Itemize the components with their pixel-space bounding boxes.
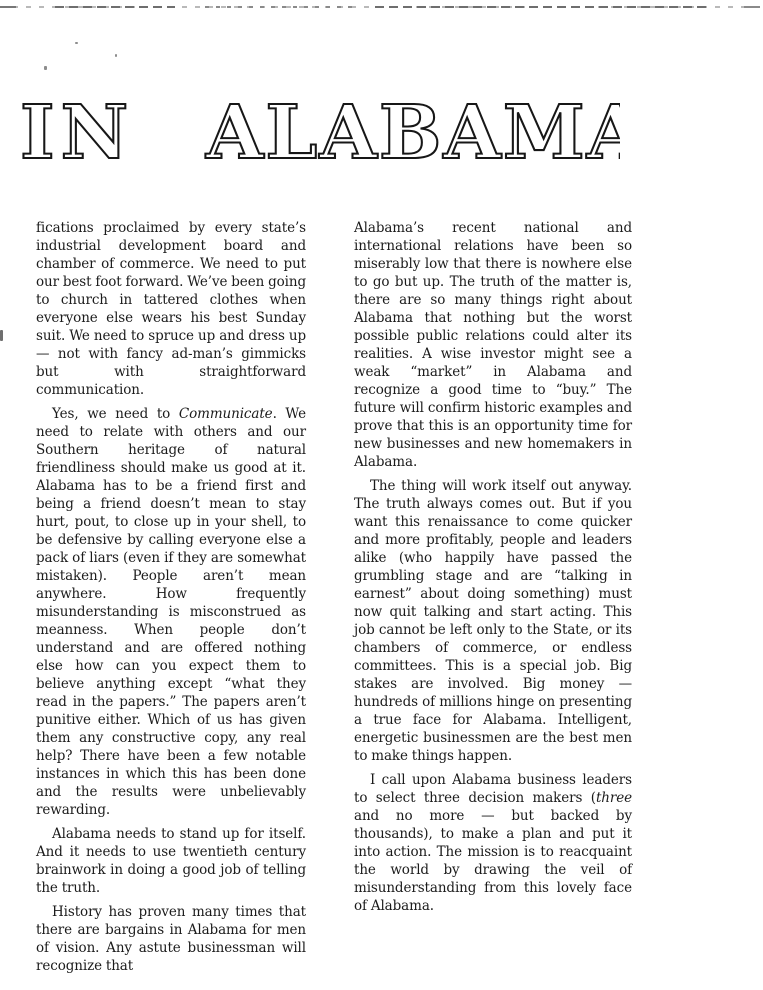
scan-speck xyxy=(75,42,78,44)
italic-text: Communicate xyxy=(178,406,273,422)
body-text: Alabama needs to stand up for itself. And it needs to use twentieth century brainwork in doing a good job of telling the truth. xyxy=(36,826,306,896)
body-text: fications proclaimed by every state’s industrial development board and chamber of commerce. We need to put our best foot forward. We’ve been going to church in tattered clothes when everyone else wears his best Sunday suit. We need to spruce up and dress up — not with fancy ad-man’s gimmicks but with straightforward communication. xyxy=(36,220,306,398)
body-text: . We need to relate with others and our Southern heritage of natural friendliness should make us good at it. Alabama has to be a friend first and being a friend doesn’t mean to stay hurt, pout, to close up in your shell, to be defensive by calling everyone else a pack of liars (even if they are somewhat mistaken). People aren’t mean anywhere. How frequently misunderstanding is misconstrued as meanness. When people don’t understand and are offered nothing else how can you expect them to believe anything except “what they read in the papers.” The papers aren’t punitive either. Which of us has given them any constructive copy, any real help? There have been a few notable instances in which this has been done and the results were unbelievably rewarding. xyxy=(36,406,306,818)
edge-dash-segment xyxy=(744,6,760,8)
headline-outline-lettering xyxy=(20,94,620,176)
body-text: The thing will work itself out anyway. The truth always comes out. But if you want this renaissance to come quicker and more profitably, people and leaders alike (who happily have passed the grumbling stage and are “talking in earnest” about doing something) must now quit talking and start acting. This job cannot be left only to the State, or its chambers of commerce, or endless committees. This is a special job. Big stakes are involved. Big money — hundreds of millions hinge on presenting a true face for Alabama. Intelligent, energetic businessmen are the best men to make things happen. xyxy=(354,478,632,764)
article-body xyxy=(36,219,632,981)
page-title xyxy=(20,94,620,184)
body-text: Alabama’s recent national and international relations have been so miserably low that there is nowhere else to go but up. The truth of the matter is, there are so many things right about Alabama that nothing but the worst possible public relations could alter its realities. A wise investor might see a weak “market” in Alabama and recognize a good time to “buy.” The future will confirm historic examples and prove that this is an opportunity time for new businesses and new homemakers in Alabama. xyxy=(354,220,632,470)
headline-word-in: IN xyxy=(20,94,135,176)
scan-speck xyxy=(44,66,47,70)
body-text: History has proven many times that there are bargains in Alabama for men of vision. Any astute businessman will recognize that xyxy=(36,904,306,974)
body-text: and no more — but backed by thousands), to make a plan and put it into action. The mission is to reacquaint the world by drawing the veil of misunderstanding from this lovely face of Alabama. xyxy=(354,808,632,914)
scan-speck xyxy=(0,330,3,341)
edge-dash-segment xyxy=(55,6,175,8)
page-top-edge-dashes xyxy=(0,6,763,8)
headline-word-alabama: ALABAMA xyxy=(206,94,620,176)
left-column xyxy=(36,219,306,981)
edge-dash-segment xyxy=(375,6,710,8)
edge-dash-segment xyxy=(0,6,16,8)
body-text: Yes, we need to xyxy=(52,406,179,422)
edge-dash-segment xyxy=(205,6,355,8)
body-text: I call upon Alabama business leaders to select three decision makers ( xyxy=(354,772,632,806)
right-column xyxy=(354,219,632,981)
paragraph xyxy=(36,219,306,399)
paragraph xyxy=(354,771,632,915)
paragraph xyxy=(36,825,306,897)
italic-text: three xyxy=(595,790,632,806)
paragraph xyxy=(36,405,306,819)
paragraph xyxy=(354,477,632,765)
paragraph xyxy=(36,903,306,975)
scan-speck xyxy=(115,54,117,57)
paragraph xyxy=(354,219,632,471)
